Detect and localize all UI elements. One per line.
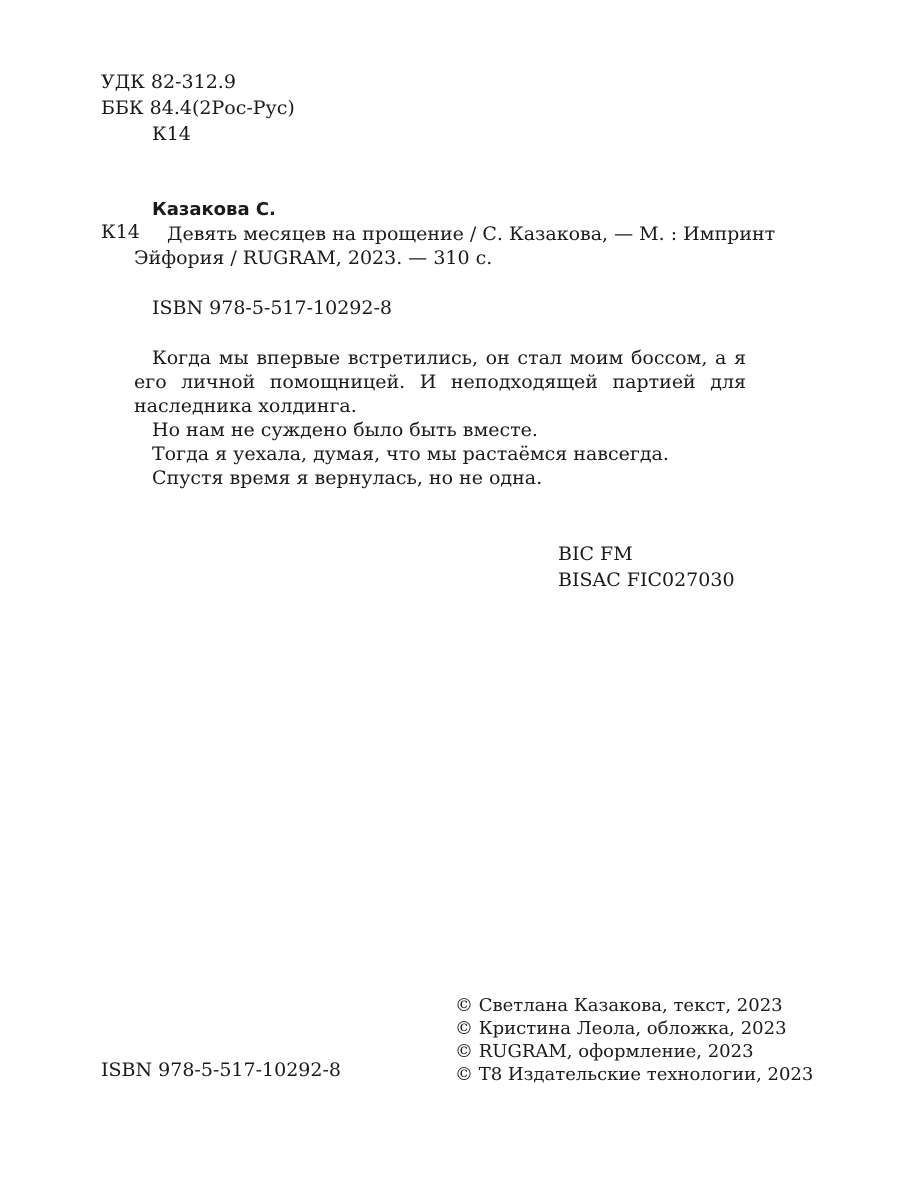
annotation-paragraph: Спустя время я вернулась, но не одна. xyxy=(152,467,543,489)
cutter-mark-side: К14 xyxy=(101,221,140,243)
cutter-mark-top: К14 xyxy=(152,123,191,145)
isbn-footer: ISBN 978-5-517-10292-8 xyxy=(101,1059,341,1081)
annotation xyxy=(134,346,746,490)
copyright-block xyxy=(455,994,813,1086)
bibliographic-line-1: Девять месяцев на прощение / С. Казакова, — М. : Импринт xyxy=(167,223,776,245)
copyright-line: © RUGRAM, оформление, 2023 xyxy=(455,1041,754,1062)
copyright-line: © Т8 Издательские технологии, 2023 xyxy=(455,1064,814,1085)
author-heading: Казакова С. xyxy=(152,199,276,220)
udk-code: УДК 82-312.9 xyxy=(101,71,236,93)
annotation-paragraph: Когда мы впервые встретились, он стал моим боссом, а я его личной помощницей. И неподходящей партией для наследника холдинга. xyxy=(134,347,746,417)
bibliographic-line-2: Эйфория / RUGRAM, 2023. — 310 с. xyxy=(134,247,493,269)
annotation-paragraph: Тогда я уехала, думая, что мы растаёмся навсегда. xyxy=(152,443,669,465)
annotation-paragraph: Но нам не суждено было быть вместе. xyxy=(152,419,538,441)
bbk-code: ББК 84.4(2Рос-Рус) xyxy=(101,97,295,119)
isbn-entry: ISBN 978-5-517-10292-8 xyxy=(152,297,392,319)
bisac-code: BISAC FIC027030 xyxy=(558,569,735,591)
copyright-line: © Кристина Леола, обложка, 2023 xyxy=(455,1018,787,1039)
bic-code: BIC FM xyxy=(558,543,633,565)
copyright-line: © Светлана Казакова, текст, 2023 xyxy=(455,995,783,1016)
